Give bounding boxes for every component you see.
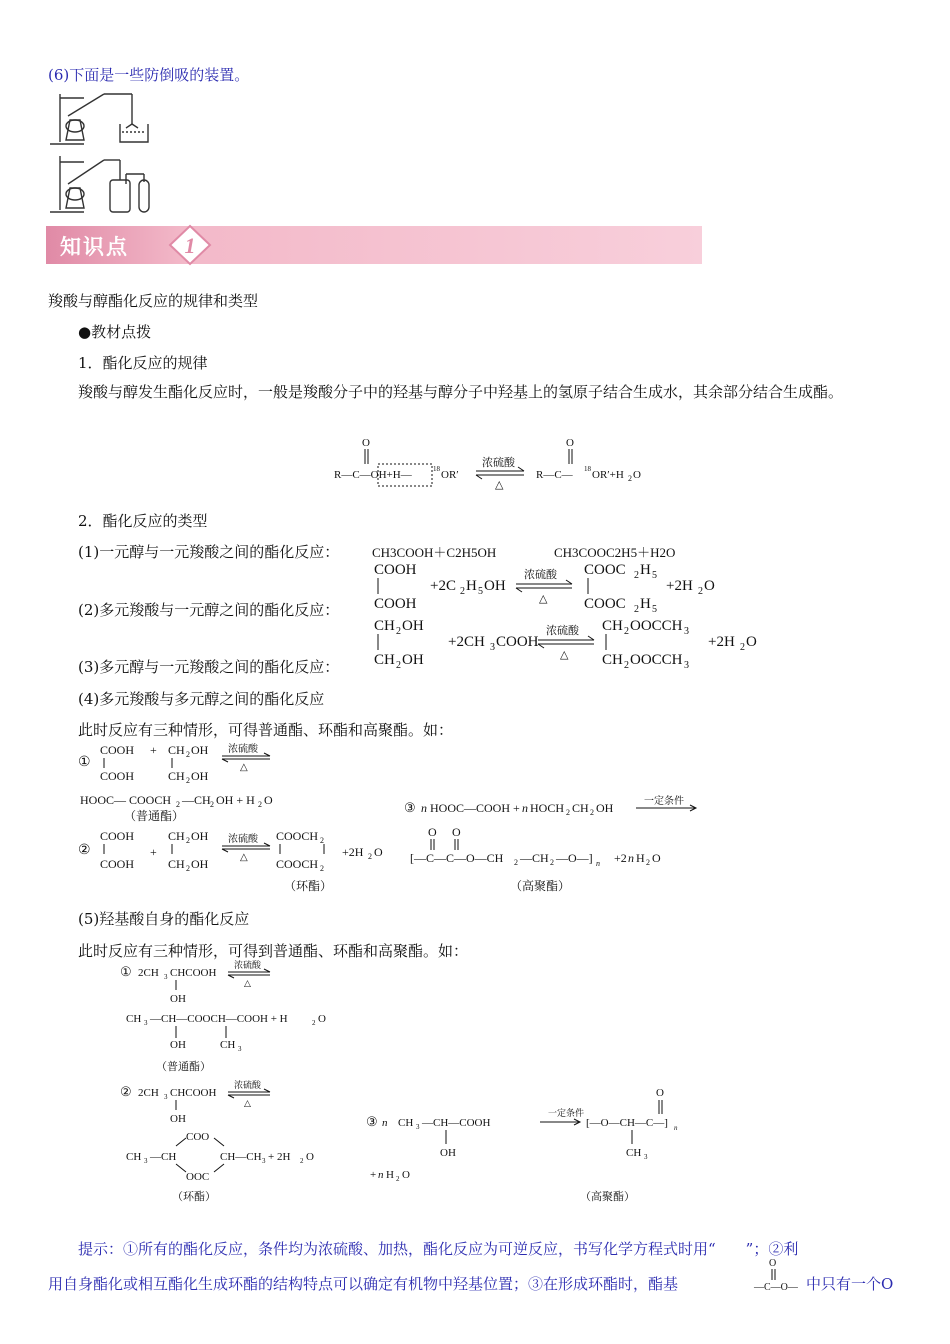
svg-text:△: △ <box>560 649 569 661</box>
svg-text:CH: CH <box>126 1013 142 1025</box>
svg-text:CH: CH <box>168 769 185 783</box>
svg-text:CH: CH <box>572 801 589 815</box>
svg-text:2: 2 <box>634 604 639 615</box>
svg-text:O: O <box>306 1151 314 1163</box>
svg-text:n: n <box>421 801 427 815</box>
svg-text:2: 2 <box>646 858 650 867</box>
svg-text:CH: CH <box>398 1117 414 1129</box>
svg-text:O: O <box>428 825 437 839</box>
svg-text:OH + H: OH + H <box>216 793 255 807</box>
svg-text:CH: CH <box>126 1151 142 1163</box>
svg-text:COOCH: COOCH <box>276 857 319 871</box>
banner-number: 1 <box>184 233 196 258</box>
svg-text:COOCH: COOCH <box>276 829 319 843</box>
bullet-heading: ●教材点拨 <box>78 323 152 341</box>
svg-text:OH: OH <box>191 743 209 757</box>
svg-text:③: ③ <box>404 800 416 815</box>
svg-text:浓硫酸: 浓硫酸 <box>546 625 579 637</box>
svg-text:+2H: +2H <box>342 845 364 859</box>
svg-text:O: O <box>374 845 383 859</box>
svg-text:H: H <box>466 578 477 594</box>
svg-text:浓硫酸: 浓硫酸 <box>482 457 515 469</box>
svg-text:O: O <box>402 1169 410 1181</box>
type1-reactants: CH3COOH＋C2H5OH <box>372 545 497 560</box>
svg-text:3: 3 <box>144 1157 148 1165</box>
svg-text:O: O <box>452 825 461 839</box>
svg-text:2: 2 <box>628 474 632 483</box>
svg-text:OH: OH <box>170 1039 186 1051</box>
svg-text:2: 2 <box>698 586 703 597</box>
svg-text:3: 3 <box>164 973 168 981</box>
svg-text:CH—CH: CH—CH <box>220 1151 262 1163</box>
svg-text:3: 3 <box>164 1093 168 1101</box>
product-polymer-ester-2: （高聚酯） <box>580 1191 635 1203</box>
svg-text:+: + <box>370 1169 377 1181</box>
svg-text:R—C—OH+H—: R—C—OH+H— <box>334 469 412 481</box>
svg-text:COOH: COOH <box>374 596 417 612</box>
svg-text:2: 2 <box>590 808 594 817</box>
svg-text:O: O <box>704 578 715 594</box>
svg-text:HOCH: HOCH <box>530 801 565 815</box>
svg-text:2: 2 <box>624 626 629 637</box>
svg-text:18: 18 <box>584 465 591 473</box>
svg-text:O: O <box>318 1013 326 1025</box>
type3-label: (3)多元醇与一元羧酸之间的酯化反应： <box>78 658 340 676</box>
svg-text:+2H: +2H <box>708 634 735 650</box>
svg-text:COOC: COOC <box>584 562 626 578</box>
svg-text:OH: OH <box>402 618 424 634</box>
svg-text:COO: COO <box>186 1131 210 1143</box>
svg-text:H: H <box>636 851 645 865</box>
product-normal-ester: （普通酯） <box>124 809 185 823</box>
svg-text:2: 2 <box>396 626 401 637</box>
svg-text:—CH—COOCH—COOH + H: —CH—COOCH—COOH + H <box>150 1013 288 1025</box>
svg-text:OH: OH <box>596 801 614 815</box>
svg-text:OH: OH <box>191 829 209 843</box>
svg-text:HOOC—COOH +: HOOC—COOH + <box>430 801 520 815</box>
svg-text:3: 3 <box>416 1123 420 1131</box>
svg-text:3: 3 <box>490 642 495 653</box>
svg-text:5: 5 <box>652 570 657 581</box>
svg-text:COOH: COOH <box>100 829 135 843</box>
svg-text:△: △ <box>244 1098 251 1108</box>
svg-text:HOOC— COOCH: HOOC— COOCH <box>80 793 172 807</box>
svg-text:2: 2 <box>210 800 214 809</box>
type2-label: (2)多元羧酸与一元醇之间的酯化反应： <box>78 601 340 619</box>
svg-text:R—C—: R—C— <box>536 469 573 481</box>
type4-description: 此时反应有三种情形，可得普通酯、环酯和高聚酯。如： <box>78 721 454 739</box>
svg-text:n: n <box>522 801 528 815</box>
svg-text:O: O <box>633 469 641 481</box>
svg-text:2: 2 <box>176 800 180 809</box>
svg-text:[—O—CH—C—]: [—O—CH—C—] <box>586 1117 668 1129</box>
svg-text:5: 5 <box>652 604 657 615</box>
svg-text:COOC: COOC <box>584 596 626 612</box>
svg-text:OH: OH <box>484 578 506 594</box>
type5-equations <box>116 958 716 1208</box>
product-ring-ester-2: （环酯） <box>172 1191 216 1203</box>
item-6-text: (6)下面是一些防倒吸的装置。 <box>48 66 250 84</box>
svg-text:18: 18 <box>433 465 440 473</box>
tip-line-1: 提示：①所有的酯化反应，条件均为浓硫酸、加热，酯化反应为可逆反应，书写化学方程式时用“ ”；②利 <box>78 1240 799 1258</box>
svg-text:+2CH: +2CH <box>448 634 485 650</box>
svg-text:2: 2 <box>566 808 570 817</box>
svg-text:2: 2 <box>550 858 554 867</box>
svg-text:CH: CH <box>168 857 185 871</box>
reagent-acid-3: 浓硫酸 <box>234 960 262 970</box>
svg-text:2: 2 <box>312 1019 316 1027</box>
svg-text:OR′: OR′ <box>441 469 459 481</box>
svg-text:CHCOOH: CHCOOH <box>170 1087 217 1099</box>
svg-text:+2C: +2C <box>430 578 456 594</box>
type1-label: (1)一元醇与一元羧酸之间的酯化反应： <box>78 543 340 561</box>
svg-text:CH: CH <box>626 1147 642 1159</box>
svg-text:2: 2 <box>740 642 745 653</box>
svg-text:[—C—C—O—CH: [—C—C—O—CH <box>410 851 504 865</box>
svg-text:H: H <box>640 562 651 578</box>
svg-text:2: 2 <box>320 864 324 873</box>
svg-text:3: 3 <box>684 626 689 637</box>
svg-text:CH: CH <box>374 652 395 668</box>
svg-text:CHCOOH: CHCOOH <box>170 967 217 979</box>
svg-text:—CH: —CH <box>182 793 211 807</box>
svg-text:CH: CH <box>374 618 395 634</box>
tip-line-2-end: 中只有一个O <box>806 1275 894 1293</box>
svg-text:3: 3 <box>144 1019 148 1027</box>
svg-text:2: 2 <box>368 852 372 861</box>
svg-text:2: 2 <box>396 660 401 671</box>
anti-suckback-apparatus-figure <box>44 84 164 216</box>
svg-text:2: 2 <box>186 750 190 759</box>
svg-text:—O—]: —O—] <box>556 851 593 865</box>
svg-text:OH: OH <box>170 993 186 1005</box>
svg-text:2: 2 <box>396 1175 400 1183</box>
svg-text:③: ③ <box>366 1114 378 1129</box>
svg-text:COOH: COOH <box>496 634 539 650</box>
rule-title: 1．酯化反应的规律 <box>78 354 208 372</box>
svg-text:+2: +2 <box>614 851 627 865</box>
svg-text:3: 3 <box>684 660 689 671</box>
svg-text:O: O <box>769 1258 777 1269</box>
svg-text:△: △ <box>539 593 548 605</box>
svg-text:OH: OH <box>191 769 209 783</box>
svg-text:—C—O—: —C—O— <box>754 1282 798 1293</box>
type5-label: (5)羟基酸自身的酯化反应 <box>78 910 250 928</box>
svg-text:—CH: —CH <box>150 1151 177 1163</box>
svg-text:2CH: 2CH <box>138 967 159 979</box>
svg-text:CH: CH <box>168 829 185 843</box>
svg-text:OH: OH <box>440 1147 456 1159</box>
type4-equations <box>74 738 714 898</box>
svg-text:CH: CH <box>168 743 185 757</box>
svg-text:②: ② <box>120 1084 132 1099</box>
type1-products: CH3COOC2H5＋H2O <box>554 545 676 560</box>
svg-text:3: 3 <box>262 1157 266 1165</box>
svg-text:①: ① <box>78 755 91 770</box>
reagent-acid-4: 浓硫酸 <box>234 1080 262 1090</box>
svg-text:2: 2 <box>258 800 262 809</box>
svg-text:H: H <box>640 596 651 612</box>
svg-text:2: 2 <box>514 858 518 867</box>
section-heading: 羧酸与醇酯化反应的规律和类型 <box>48 292 259 310</box>
svg-text:△: △ <box>244 978 251 988</box>
svg-text:COOH: COOH <box>100 769 135 783</box>
svg-text:△: △ <box>240 762 248 773</box>
type5-description: 此时反应有三种情形，可得到普通酯、环酯和高聚酯。如： <box>78 942 469 960</box>
esterification-rule-equation <box>330 436 660 492</box>
svg-text:—CH: —CH <box>520 851 549 865</box>
svg-text:△: △ <box>495 479 504 491</box>
svg-text:OH: OH <box>191 857 209 871</box>
product-polymer-ester: （高聚酯） <box>510 879 571 893</box>
product-normal-ester-2: （普通酯） <box>156 1061 211 1073</box>
svg-text:△: △ <box>240 852 248 863</box>
svg-text:O: O <box>656 1087 664 1099</box>
svg-text:②: ② <box>78 843 91 858</box>
types-title: 2．酯化反应的类型 <box>78 512 208 530</box>
svg-text:+: + <box>150 743 157 757</box>
reagent-condition-2: 一定条件 <box>548 1108 585 1118</box>
svg-text:①: ① <box>120 964 132 979</box>
svg-text:O: O <box>566 437 574 449</box>
svg-text:2: 2 <box>624 660 629 671</box>
svg-text:+ 2H: + 2H <box>268 1151 291 1163</box>
svg-text:OOC: OOC <box>186 1171 210 1183</box>
svg-text:COOH: COOH <box>374 562 417 578</box>
svg-text:COOH: COOH <box>100 857 135 871</box>
svg-text:H: H <box>386 1169 394 1181</box>
svg-text:n: n <box>382 1117 388 1129</box>
svg-text:—CH—COOH: —CH—COOH <box>422 1117 491 1129</box>
svg-text:+: + <box>150 845 157 859</box>
svg-text:n: n <box>628 851 634 865</box>
svg-text:OOCCH: OOCCH <box>630 618 683 634</box>
svg-text:COOH: COOH <box>100 743 135 757</box>
svg-text:2: 2 <box>186 864 190 873</box>
rule-text: 羧酸与醇发生酯化反应时，一般是羧酸分子中的羟基与醇分子中羟基上的氢原子结合生成水，其余部分结合生成酯。 <box>78 383 844 401</box>
svg-text:OOCCH: OOCCH <box>630 652 683 668</box>
svg-text:O: O <box>652 851 661 865</box>
reagent-acid-2: 浓硫酸 <box>228 834 258 845</box>
svg-text:CH: CH <box>602 618 623 634</box>
banner-title: 知识点 <box>60 235 129 259</box>
tip-line-2: 用自身酯化或相互酯化生成环酯的结构特点可以确定有机物中羟基位置；③在形成环酯时，酯基 <box>48 1275 679 1293</box>
product-ring-ester: （环酯） <box>284 879 333 893</box>
svg-text:CH: CH <box>220 1039 236 1051</box>
svg-text:n: n <box>378 1169 384 1181</box>
svg-text:n: n <box>596 859 600 868</box>
svg-text:浓硫酸: 浓硫酸 <box>524 569 557 581</box>
svg-text:2: 2 <box>634 570 639 581</box>
type3-equation <box>368 614 768 674</box>
svg-text:O: O <box>362 437 370 449</box>
svg-text:OH: OH <box>402 652 424 668</box>
svg-text:3: 3 <box>644 1153 648 1161</box>
svg-text:2: 2 <box>186 776 190 785</box>
reagent-acid-1: 浓硫酸 <box>228 744 258 755</box>
type4-label: (4)多元羧酸与多元醇之间的酯化反应 <box>78 690 325 708</box>
svg-text:2CH: 2CH <box>138 1087 159 1099</box>
knowledge-point-banner <box>46 226 702 264</box>
svg-text:2: 2 <box>300 1157 304 1165</box>
ester-group-structure <box>752 1256 808 1296</box>
svg-text:3: 3 <box>238 1045 242 1053</box>
svg-text:+2H: +2H <box>666 578 693 594</box>
svg-text:n: n <box>674 1124 678 1132</box>
banner-number-badge <box>168 224 212 266</box>
svg-text:2: 2 <box>186 836 190 845</box>
svg-text:OR′+H: OR′+H <box>592 469 624 481</box>
svg-text:2: 2 <box>460 586 465 597</box>
reagent-condition-1: 一定条件 <box>644 796 684 807</box>
svg-text:O: O <box>264 793 273 807</box>
svg-text:CH: CH <box>602 652 623 668</box>
svg-text:O: O <box>746 634 757 650</box>
svg-text:5: 5 <box>478 586 483 597</box>
type2-equation <box>368 558 728 616</box>
svg-text:OH: OH <box>170 1113 186 1125</box>
svg-text:2: 2 <box>320 836 324 845</box>
